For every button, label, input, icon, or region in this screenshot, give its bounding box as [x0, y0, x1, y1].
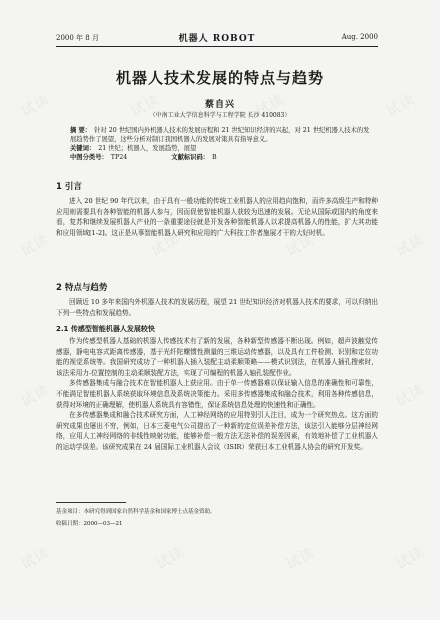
doc-code-label: 文献标识码： — [171, 154, 210, 161]
author-affiliation: （中南工业大学信息科学与工程学院 长沙 410083） — [149, 112, 291, 119]
keywords-line — [70, 144, 370, 153]
clc-value: TP24 — [110, 154, 128, 161]
watermark-text: 试读 — [148, 381, 183, 410]
watermark-text: 试读 — [18, 544, 53, 573]
trends-body — [56, 297, 378, 318]
watermark-text: 试读 — [18, 231, 53, 260]
running-header — [56, 30, 378, 47]
section-heading-intro: 1 引言 — [56, 182, 82, 192]
watermark-text: 试读 — [393, 544, 428, 573]
watermark-text: 试读 — [18, 91, 53, 120]
sensor-paragraph-1: 作为传感型机器人基础的机器人传感技术有了新的发展，各种新型传感器不断出现。例如，超声波触觉传感器，静电电容式距离传感器，基于光纤陀螺惯性测量的三维运动传感器，以及具有工件检测、识别和定位功能的视觉系统等。我国研究成功了一种机器人插入装配主动柔顺策略——模式识别法，在机器人插孔搜索时，该法采用力-位置控制的主动柔顺装配方法，实现了可编程的机器人轴孔装配作业。 — [56, 337, 378, 377]
section-heading-trends: 2 特点与趋势 — [56, 283, 108, 293]
clc-label: 中图分类号： — [70, 154, 108, 161]
subsection-heading-sensor: 2.1 传感型智能机器人发展较快 — [56, 325, 155, 333]
article-title: 机器人技术发展的特点与趋势 — [115, 69, 324, 87]
classification-line — [70, 153, 370, 162]
footnote-divider — [56, 502, 126, 503]
watermark-text: 试读 — [283, 381, 318, 410]
watermark-text: 试读 — [153, 544, 188, 573]
header-date: 2000 年 8 月 — [56, 34, 99, 42]
watermark-text: 试读 — [283, 231, 318, 260]
doc-code-value: B — [212, 154, 217, 161]
watermark-text: 试读 — [128, 91, 163, 120]
keywords-label: 关键词： — [70, 145, 96, 152]
journal-name: 机器人 ROBOT — [178, 34, 256, 44]
author-name: 蔡自兴 — [204, 100, 235, 110]
watermark-text: 试读 — [148, 231, 183, 260]
header-date-en: Aug. 2000 — [341, 33, 378, 41]
footnotes — [56, 506, 378, 530]
watermark-text: 试读 — [283, 544, 318, 573]
watermark-text: 试读 — [18, 381, 53, 410]
sensor-body — [56, 336, 378, 453]
abstract-block — [70, 127, 370, 162]
watermark-text: 试读 — [393, 381, 428, 410]
abstract-text: 针对 20 世纪国内外机器人技术的发展历程和 21 世纪知识经济的兴起，对 21 世纪机器人技术的发展趋势作了展望，这些分析对制订我国机器人的发展对策具有指导意义。 — [70, 127, 370, 143]
abstract-paragraph — [70, 127, 370, 144]
sensor-paragraph-2: 多传感器集成与融合技术在智能机器人上获应用。由于单一传感器难以保证输入信息的准确性和可靠性，不能满足智能机器人系统获取环境信息及系统决策能力。采用多传感器集成和融合技术，利用各种传感信息，获得对环境的正确理解，使机器人系统具有容错性，保证系统信息处理的快速性和正确性。 — [56, 379, 378, 409]
keywords-text: 21 世纪；机器人，发展趋势，展望 — [98, 145, 197, 152]
intro-body — [56, 196, 378, 238]
funding-note: 基金项目：本研究得到国家自然科学基金和国家博士点基金资助。 — [56, 509, 216, 515]
watermark-text: 试读 — [253, 91, 288, 120]
sensor-paragraph-3: 在多传感器集成和融合技术研究方面，人工神经网络的应用特别引人注目，成为一个研究热点。这方面的研究成果也屡出不穷，例如，日本三菱电气公司提出了一种新的定位误差补偿方法，该法引入能够分层神经网络，应用人工神经网络的非线性映射功能，能够补偿一般方法无法补偿的误差因素，有效地补偿了工业机器人的运动学误差。该研究成果在 24 届国际工业机器人会议（ISIR）荣获日本工业机器人协会的研究开发奖。 — [56, 411, 378, 451]
received-date: 收稿日期：2000—03—21 — [56, 521, 123, 527]
abstract-label: 摘 要： — [70, 127, 92, 134]
intro-paragraph: 进入 20 世纪 90 年代以来，由于具有一般功能的传统工业机器人的应用趋向饱和，而许多高级生产和特种应用则需要具有各种智能的机器人参与，因而促使智能机器人获较为迅速的发展。无论从国际或国内的角度来看，复苏和继续发展机器人产业的一条重要途径就是开发各种智能机器人以求提高机器人的性能，扩大其功能和应用领域[1-2]。这正是从事智能机器人研究和应用的广大科技工作者施展才干的大好时机。 — [56, 197, 378, 237]
review-paragraph: 回顾近 10 多年来国内外机器人技术的发展历程，展望 21 世纪知识经济对机器人技术的要求，可以归纳出下列一些特点和发展趋势。 — [56, 298, 378, 317]
watermark-text: 试读 — [383, 91, 418, 120]
watermark-text: 试读 — [393, 231, 428, 260]
